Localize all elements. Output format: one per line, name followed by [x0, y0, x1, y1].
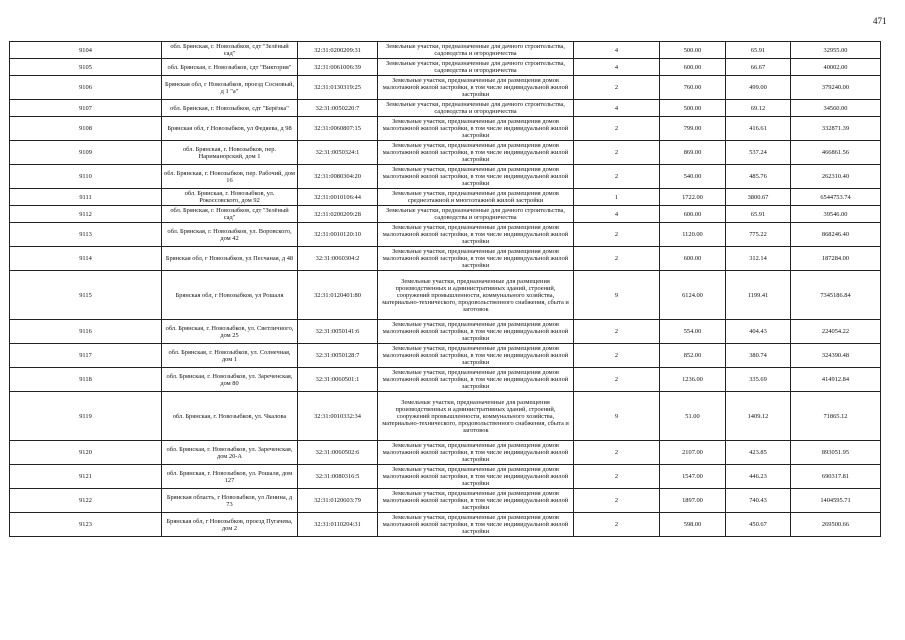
area-cell: 1547.00 — [660, 465, 726, 489]
cadastral-value-table — [9, 41, 881, 537]
group-cell: 2 — [574, 513, 660, 537]
group-cell: 4 — [574, 42, 660, 59]
cadastral-number-cell: 32:31:0050128:7 — [298, 344, 378, 368]
cadastral-number-cell: 32:31:0061006:39 — [298, 59, 378, 76]
land-use-cell: Земельные участки, предназначенные для размещения производственных и административных зданий, строений, сооружений промышленности, коммунального хозяйства, материально-технического, продовольственного снабжения, сбыта и заготовок — [378, 271, 574, 320]
table-row — [10, 100, 881, 117]
record-number: 9110 — [10, 165, 162, 189]
table-row — [10, 320, 881, 344]
group-cell: 2 — [574, 165, 660, 189]
page-number: 471 — [873, 16, 887, 26]
land-use-cell: Земельные участки, предназначенные для размещения домов малоэтажной жилой застройки, в том числе индивидуальной жилой застройки — [378, 76, 574, 100]
land-use-cell: Земельные участки, предназначенные для размещения домов малоэтажной жилой застройки, в том числе индивидуальной жилой застройки — [378, 247, 574, 271]
area-cell: 554.00 — [660, 320, 726, 344]
table-row — [10, 189, 881, 206]
table-row — [10, 368, 881, 392]
specific-value-cell: 404.43 — [726, 320, 791, 344]
specific-value-cell: 1409.12 — [726, 392, 791, 441]
address-cell: обл. Брянская, г. Новозыбков, сдт "Зелёный сад" — [162, 206, 298, 223]
record-number: 9119 — [10, 392, 162, 441]
specific-value-cell: 537.24 — [726, 141, 791, 165]
address-cell: обл. Брянская, г. Новозыбков, ул. Светличного, дом 25 — [162, 320, 298, 344]
cadastral-number-cell: 32:31:0120603:79 — [298, 489, 378, 513]
record-number: 9114 — [10, 247, 162, 271]
cadastral-number-cell: 32:31:0200209:28 — [298, 206, 378, 223]
address-cell: Брянская обл, г Новозыбков, ул Песчаная, д 48 — [162, 247, 298, 271]
record-number: 9122 — [10, 489, 162, 513]
area-cell: 799.00 — [660, 117, 726, 141]
area-cell: 1236.00 — [660, 368, 726, 392]
group-cell: 2 — [574, 76, 660, 100]
specific-value-cell: 775.22 — [726, 223, 791, 247]
group-cell: 2 — [574, 320, 660, 344]
address-cell: обл. Брянская, г. Новозыбков, ул. Зареченская, дом 80 — [162, 368, 298, 392]
specific-value-cell: 416.61 — [726, 117, 791, 141]
address-cell: обл. Брянская, г. Новозыбков, сдт "Виктория" — [162, 59, 298, 76]
land-use-cell: Земельные участки, предназначенные для дачного строительства, садоводства и огородничества — [378, 100, 574, 117]
cadastral-number-cell: 32:31:0200209:31 — [298, 42, 378, 59]
land-use-cell: Земельные участки, предназначенные для размещения домов малоэтажной жилой застройки, в том числе индивидуальной жилой застройки — [378, 465, 574, 489]
address-cell: обл. Брянская, г. Новозыбков, ул. Рошаля, дом 127 — [162, 465, 298, 489]
table-row — [10, 117, 881, 141]
group-cell: 2 — [574, 368, 660, 392]
address-cell: обл. Брянская, г. Новозыбков, ул. Воровского, дом 42 — [162, 223, 298, 247]
specific-value-cell: 423.85 — [726, 441, 791, 465]
cadastral-number-cell: 32:31:0120401:80 — [298, 271, 378, 320]
area-cell: 852.00 — [660, 344, 726, 368]
area-cell: 500.00 — [660, 100, 726, 117]
land-use-cell: Земельные участки, предназначенные для размещения домов малоэтажной жилой застройки, в том числе индивидуальной жилой застройки — [378, 165, 574, 189]
cadastral-number-cell: 32:31:0060807:15 — [298, 117, 378, 141]
cadastral-number-cell: 32:31:0010120:10 — [298, 223, 378, 247]
cadastral-value-cell: 690317.81 — [791, 465, 881, 489]
address-cell: обл. Брянская, г. Новозыбков, сдт "Берёзка" — [162, 100, 298, 117]
land-use-cell: Земельные участки, предназначенные для размещения производственных и административных зданий, строений, сооружений промышленности, коммунального хозяйства, материально-технического, продовольственного снабжения, сбыта и заготовок — [378, 392, 574, 441]
group-cell: 9 — [574, 271, 660, 320]
table-row — [10, 465, 881, 489]
table-row — [10, 489, 881, 513]
cadastral-number-cell: 32:31:0080316:5 — [298, 465, 378, 489]
table-row — [10, 271, 881, 320]
cadastral-number-cell: 32:31:0050220:7 — [298, 100, 378, 117]
record-number: 9117 — [10, 344, 162, 368]
specific-value-cell: 65.91 — [726, 206, 791, 223]
area-cell: 598.00 — [660, 513, 726, 537]
cadastral-number-cell: 32:31:0060501:1 — [298, 368, 378, 392]
area-cell: 500.00 — [660, 42, 726, 59]
address-cell: обл. Брянская, г. Новозыбков, пер. Рабочий, дом 16 — [162, 165, 298, 189]
address-cell: обл. Брянская, г. Новозыбков, ул. Зареченская, дом 20-А — [162, 441, 298, 465]
specific-value-cell: 335.69 — [726, 368, 791, 392]
record-number: 9111 — [10, 189, 162, 206]
record-number: 9105 — [10, 59, 162, 76]
record-number: 9113 — [10, 223, 162, 247]
table-row — [10, 247, 881, 271]
area-cell: 1722.00 — [660, 189, 726, 206]
cadastral-value-cell: 466861.56 — [791, 141, 881, 165]
cadastral-number-cell: 32:31:0060502:6 — [298, 441, 378, 465]
cadastral-value-cell: 868246.40 — [791, 223, 881, 247]
land-use-cell: Земельные участки, предназначенные для дачного строительства, садоводства и огородничества — [378, 42, 574, 59]
cadastral-value-cell: 6544753.74 — [791, 189, 881, 206]
area-cell: 6124.00 — [660, 271, 726, 320]
land-use-cell: Земельные участки, предназначенные для размещения домов малоэтажной жилой застройки, в том числе индивидуальной жилой застройки — [378, 368, 574, 392]
table-row — [10, 344, 881, 368]
cadastral-value-cell: 224054.22 — [791, 320, 881, 344]
land-use-cell: Земельные участки, предназначенные для размещения домов малоэтажной жилой застройки, в том числе индивидуальной жилой застройки — [378, 489, 574, 513]
specific-value-cell: 65.91 — [726, 42, 791, 59]
cadastral-value-cell: 262310.40 — [791, 165, 881, 189]
record-number: 9108 — [10, 117, 162, 141]
record-number: 9106 — [10, 76, 162, 100]
cadastral-value-cell: 1404595.71 — [791, 489, 881, 513]
land-use-cell: Земельные участки, предназначенные для размещения домов среднеэтажной и многоэтажной жилой застройки — [378, 189, 574, 206]
land-use-cell: Земельные участки, предназначенные для дачного строительства, садоводства и огородничества — [378, 59, 574, 76]
area-cell: 51.00 — [660, 392, 726, 441]
cadastral-value-cell: 34560.00 — [791, 100, 881, 117]
cadastral-number-cell: 32:31:0010332:34 — [298, 392, 378, 441]
group-cell: 2 — [574, 465, 660, 489]
record-number: 9112 — [10, 206, 162, 223]
cadastral-value-cell: 39546.00 — [791, 206, 881, 223]
table-row — [10, 165, 881, 189]
area-cell: 2107.00 — [660, 441, 726, 465]
group-cell: 4 — [574, 100, 660, 117]
cadastral-value-cell: 893051.95 — [791, 441, 881, 465]
specific-value-cell: 485.76 — [726, 165, 791, 189]
cadastral-number-cell: 32:31:0130319:25 — [298, 76, 378, 100]
record-number: 9104 — [10, 42, 162, 59]
table-row — [10, 513, 881, 537]
cadastral-value-cell: 32955.00 — [791, 42, 881, 59]
cadastral-number-cell: 32:31:0060304:2 — [298, 247, 378, 271]
group-cell: 2 — [574, 489, 660, 513]
land-use-cell: Земельные участки, предназначенные для дачного строительства, садоводства и огородничества — [378, 206, 574, 223]
land-use-cell: Земельные участки, предназначенные для размещения домов малоэтажной жилой застройки, в том числе индивидуальной жилой застройки — [378, 117, 574, 141]
group-cell: 1 — [574, 189, 660, 206]
specific-value-cell: 1199.41 — [726, 271, 791, 320]
area-cell: 869.00 — [660, 141, 726, 165]
specific-value-cell: 446.23 — [726, 465, 791, 489]
address-cell: Брянская обл, г Новозыбков, ул Федяева, д 98 — [162, 117, 298, 141]
address-cell: обл. Брянская, г. Новозыбков, ул. Чкалова — [162, 392, 298, 441]
cadastral-value-cell: 40002.00 — [791, 59, 881, 76]
specific-value-cell: 3800.67 — [726, 189, 791, 206]
table-row — [10, 141, 881, 165]
cadastral-value-cell: 324390.48 — [791, 344, 881, 368]
address-cell: обл. Брянская, г. Новозыбков, ул. Рокоссовского, дом 92 — [162, 189, 298, 206]
address-cell: Брянская обл, г Новозыбков, проезд Пугачева, дом 2 — [162, 513, 298, 537]
area-cell: 760.00 — [660, 76, 726, 100]
specific-value-cell: 380.74 — [726, 344, 791, 368]
area-cell: 1897.00 — [660, 489, 726, 513]
table-row — [10, 42, 881, 59]
address-cell: обл. Брянская, г. Новозыбков, пер. Нариманорский, дом 1 — [162, 141, 298, 165]
address-cell: Брянская обл, г Новозыбков, проезд Сосновый, д 1 "а" — [162, 76, 298, 100]
land-use-cell: Земельные участки, предназначенные для размещения домов малоэтажной жилой застройки, в том числе индивидуальной жилой застройки — [378, 441, 574, 465]
cadastral-number-cell: 32:31:0050324:1 — [298, 141, 378, 165]
land-use-cell: Земельные участки, предназначенные для размещения домов малоэтажной жилой застройки, в том числе индивидуальной жилой застройки — [378, 320, 574, 344]
area-cell: 1120.00 — [660, 223, 726, 247]
record-number: 9123 — [10, 513, 162, 537]
record-number: 9118 — [10, 368, 162, 392]
record-number: 9120 — [10, 441, 162, 465]
cadastral-value-cell: 187284.00 — [791, 247, 881, 271]
record-number: 9109 — [10, 141, 162, 165]
table-row — [10, 59, 881, 76]
cadastral-number-cell: 32:31:0110204:31 — [298, 513, 378, 537]
record-number: 9115 — [10, 271, 162, 320]
table-row — [10, 223, 881, 247]
cadastral-value-cell: 269500.66 — [791, 513, 881, 537]
group-cell: 2 — [574, 117, 660, 141]
cadastral-number-cell: 32:31:0080304:20 — [298, 165, 378, 189]
specific-value-cell: 740.43 — [726, 489, 791, 513]
cadastral-value-cell: 379240.00 — [791, 76, 881, 100]
table-row — [10, 441, 881, 465]
cadastral-number-cell: 32:31:0010106:44 — [298, 189, 378, 206]
group-cell: 4 — [574, 59, 660, 76]
table-row — [10, 206, 881, 223]
table-row — [10, 392, 881, 441]
record-number: 9121 — [10, 465, 162, 489]
area-cell: 600.00 — [660, 206, 726, 223]
area-cell: 600.00 — [660, 247, 726, 271]
group-cell: 2 — [574, 141, 660, 165]
cadastral-value-cell: 7345186.84 — [791, 271, 881, 320]
record-number: 9107 — [10, 100, 162, 117]
group-cell: 9 — [574, 392, 660, 441]
specific-value-cell: 312.14 — [726, 247, 791, 271]
specific-value-cell: 69.12 — [726, 100, 791, 117]
cadastral-value-cell: 414912.84 — [791, 368, 881, 392]
cadastral-number-cell: 32:31:0050141:6 — [298, 320, 378, 344]
cadastral-value-cell: 71865.12 — [791, 392, 881, 441]
land-use-cell: Земельные участки, предназначенные для размещения домов малоэтажной жилой застройки, в том числе индивидуальной жилой застройки — [378, 141, 574, 165]
group-cell: 2 — [574, 344, 660, 368]
specific-value-cell: 66.67 — [726, 59, 791, 76]
land-use-cell: Земельные участки, предназначенные для размещения домов малоэтажной жилой застройки, в том числе индивидуальной жилой застройки — [378, 513, 574, 537]
specific-value-cell: 499.00 — [726, 76, 791, 100]
group-cell: 2 — [574, 223, 660, 247]
table-row — [10, 76, 881, 100]
area-cell: 540.00 — [660, 165, 726, 189]
specific-value-cell: 450.67 — [726, 513, 791, 537]
group-cell: 2 — [574, 441, 660, 465]
record-number: 9116 — [10, 320, 162, 344]
address-cell: обл. Брянская, г. Новозыбков, ул. Солнечная, дом 1 — [162, 344, 298, 368]
group-cell: 4 — [574, 206, 660, 223]
cadastral-value-cell: 332871.39 — [791, 117, 881, 141]
area-cell: 600.00 — [660, 59, 726, 76]
address-cell: Брянская область, г Новозыбков, ул Ленина, д 73 — [162, 489, 298, 513]
land-use-cell: Земельные участки, предназначенные для размещения домов малоэтажной жилой застройки, в том числе индивидуальной жилой застройки — [378, 344, 574, 368]
address-cell: Брянская обл, г Новозыбков, ул Рошаля — [162, 271, 298, 320]
land-use-cell: Земельные участки, предназначенные для размещения домов малоэтажной жилой застройки, в том числе индивидуальной жилой застройки — [378, 223, 574, 247]
address-cell: обл. Брянская, г. Новозыбков, сдт "Зелёный сад" — [162, 42, 298, 59]
group-cell: 2 — [574, 247, 660, 271]
